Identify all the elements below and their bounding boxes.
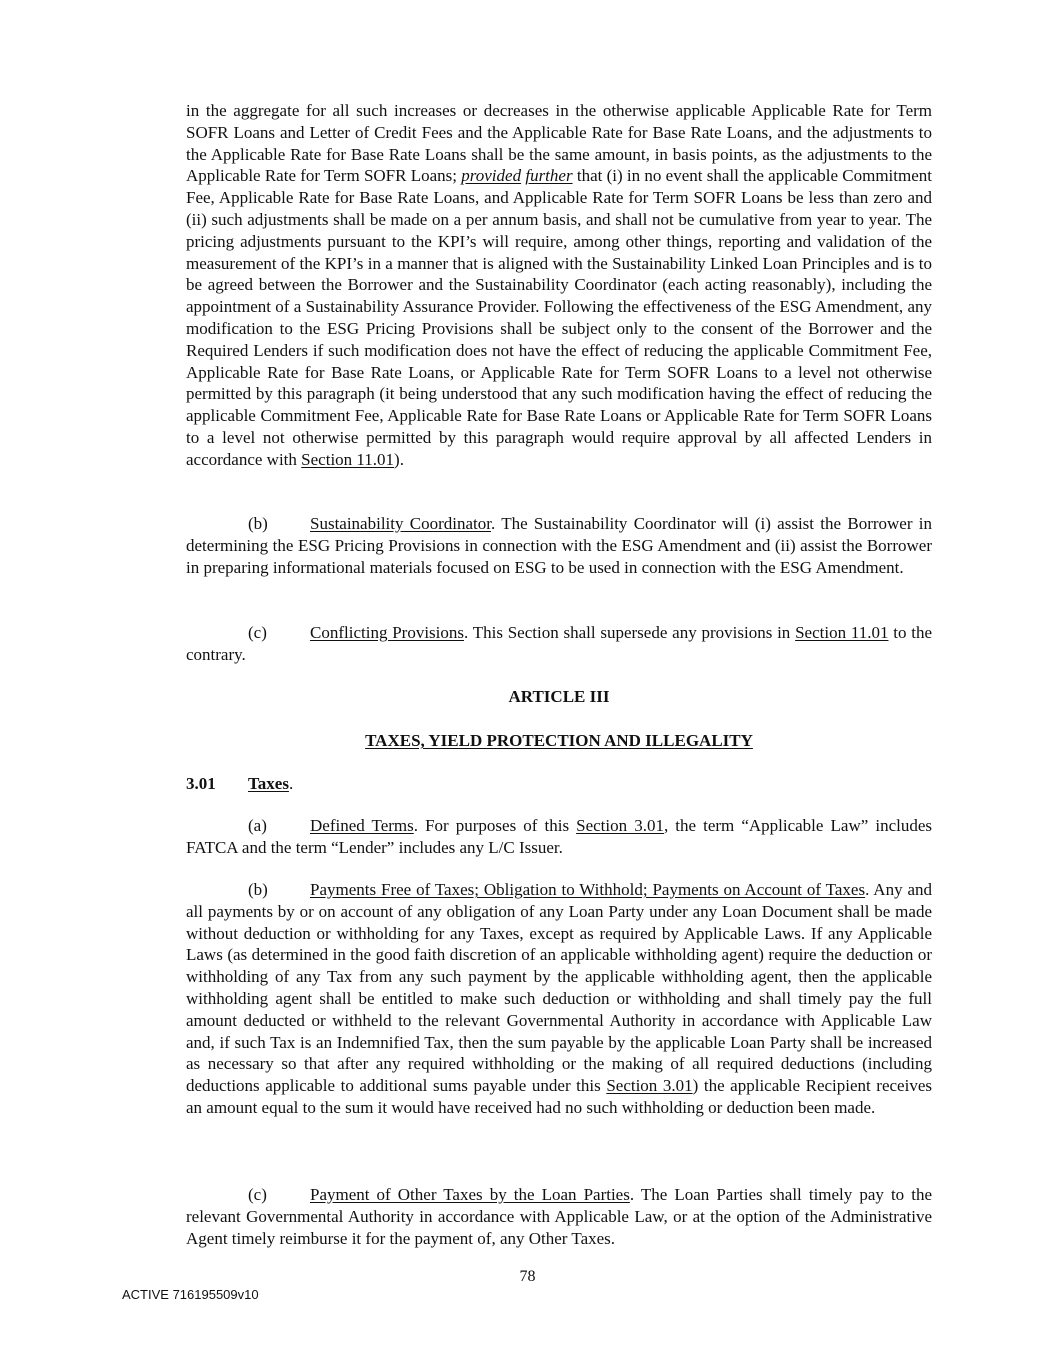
clause-label: (a) [248,816,267,835]
paragraph-continuation [186,100,932,471]
further-term: further [525,166,573,186]
article-title [186,730,932,752]
clause-label: (b) [248,880,268,899]
p1-text-end: ). [394,449,404,469]
clause-text-end: , the term “Applicable Law” includes FATCA and the term “Lender” includes any L/C Issuer. [186,816,932,857]
page-number: 78 [519,1268,536,1285]
paragraph-other-taxes [186,1184,932,1249]
clause-title: Payments Free of Taxes; Obligation to Withhold; Payments on Account of Taxes [310,880,866,899]
clause-title: Conflicting Provisions [310,623,465,642]
provided-term: provided [461,166,522,186]
article-number [186,686,932,708]
paragraph-defined-terms [186,815,932,859]
paragraph-payments-free-of-taxes [186,879,932,1119]
clause-text: . This Section shall supersede any provisions in [464,623,796,642]
paragraph-sustainability-coordinator [186,513,932,578]
clause-title: Sustainability Coordinator [310,514,491,533]
p1-text-start: in the aggregate for all such increases or decreases in the otherwise applicable Applicable Rate for Term SOFR Loans and Letter of Credit Fees and the Applicable Rate for Base Rate Loans, and the adjustments to the Applicable Rate for Base Rate Loans shall be the same amount, in basis points, as the adjustments to the Applicable Rate for Term SOFR Loans; [186,101,932,186]
article-title-text: TAXES, YIELD PROTECTION AND ILLEGALITY [365,731,753,750]
section-reference: Section 3.01 [606,1076,693,1096]
clause-label: (b) [248,514,268,533]
document-id-footer: ACTIVE 716195509v10 [122,1287,259,1302]
clause-label: (c) [248,1185,267,1204]
clause-title: Defined Terms [310,816,414,835]
clause-text: . Any and all payments by or on account of any obligation of any Loan Party under any Loan Document shall be made without deduction or withholding for any Taxes, except as required by Applicable Laws. If any Applicable Laws (as determined in the good faith discretion of an applicable withholding agent) require the deduction or withholding of any Tax from any such payment by the applicable withholding agent, then the applicable withholding agent shall be entitled to make such deduction or withholding and shall timely pay the full amount deducted or withheld to the relevant Governmental Authority in accordance with Applicable Law and, if such Tax is an Indemnified Tax, then the sum payable by the applicable Loan Party shall be increased as necessary so that after any required withholding or the making of all required deductions (including deductions applicable to additional sums payable under this [186,880,933,1096]
section-heading [186,773,932,795]
clause-title: Payment of Other Taxes by the Loan Parties [310,1185,630,1204]
section-title: Taxes [248,774,289,793]
clause-text-end: ) the applicable Recipient receives an amount equal to the sum it would have received had no such withholding or deduction been made. [186,1076,932,1117]
article-number-text: ARTICLE III [508,687,610,706]
clause-text: . For purposes of this [413,816,577,835]
p1-text-middle: that (i) in no event shall the applicable Commitment Fee, Applicable Rate for Base Rate Loans, and Applicable Rate for Term SOFR Loans be less than zero and (ii) such adjustments shall be made on a per annum basis, and shall not be cumulative from year to year. The pricing adjustments pursuant to the KPI’s will require, among other things, reporting and validation of the measurement of the KPI’s in a manner that is aligned with the Sustainability Linked Loan Principles and is to be agreed between the Borrower and the Sustainability Coordinator (each acting reasonably), including the appointment of a Sustainability Assurance Provider. Following the effectiveness of the ESG Amendment, any modification to the ESG Pricing Provisions shall be subject only to the consent of the Borrower and the Required Lenders if such modification does not have the effect of reducing the applicable Commitment Fee, Applicable Rate for Base Rate Loans, or Applicable Rate for Term SOFR Loans to a level not otherwise permitted by this paragraph (it being understood that any such modification having the effect of reducing the applicable Commitment Fee, Applicable Rate for Base Rate Loans or Applicable Rate for Term SOFR Loans to a level not otherwise permitted by this paragraph would require approval by all affected Lenders in accordance with [186,166,932,469]
paragraph-conflicting-provisions [186,622,932,666]
clause-label: (c) [248,623,267,642]
section-reference: Section 3.01 [576,816,664,835]
clause-text: . The Loan Parties shall timely pay to the relevant Governmental Authority in accordance with Applicable Law, or at the option of the Administrative Agent timely reimburse it for the payment of, any Other Taxes. [186,1185,932,1248]
clause-text: . The Sustainability Coordinator will (i) assist the Borrower in determining the ESG Pricing Provisions in connection with the ESG Amendment and (ii) assist the Borrower in preparing informational materials focused on ESG to be used in connection with the ESG Amendment. [186,514,932,577]
section-number: 3.01 [186,774,216,793]
section-title-period: . [288,774,294,793]
section-reference: Section 11.01 [301,449,395,469]
section-reference: Section 11.01 [795,623,889,642]
clause-text-end: to the contrary. [186,623,932,664]
